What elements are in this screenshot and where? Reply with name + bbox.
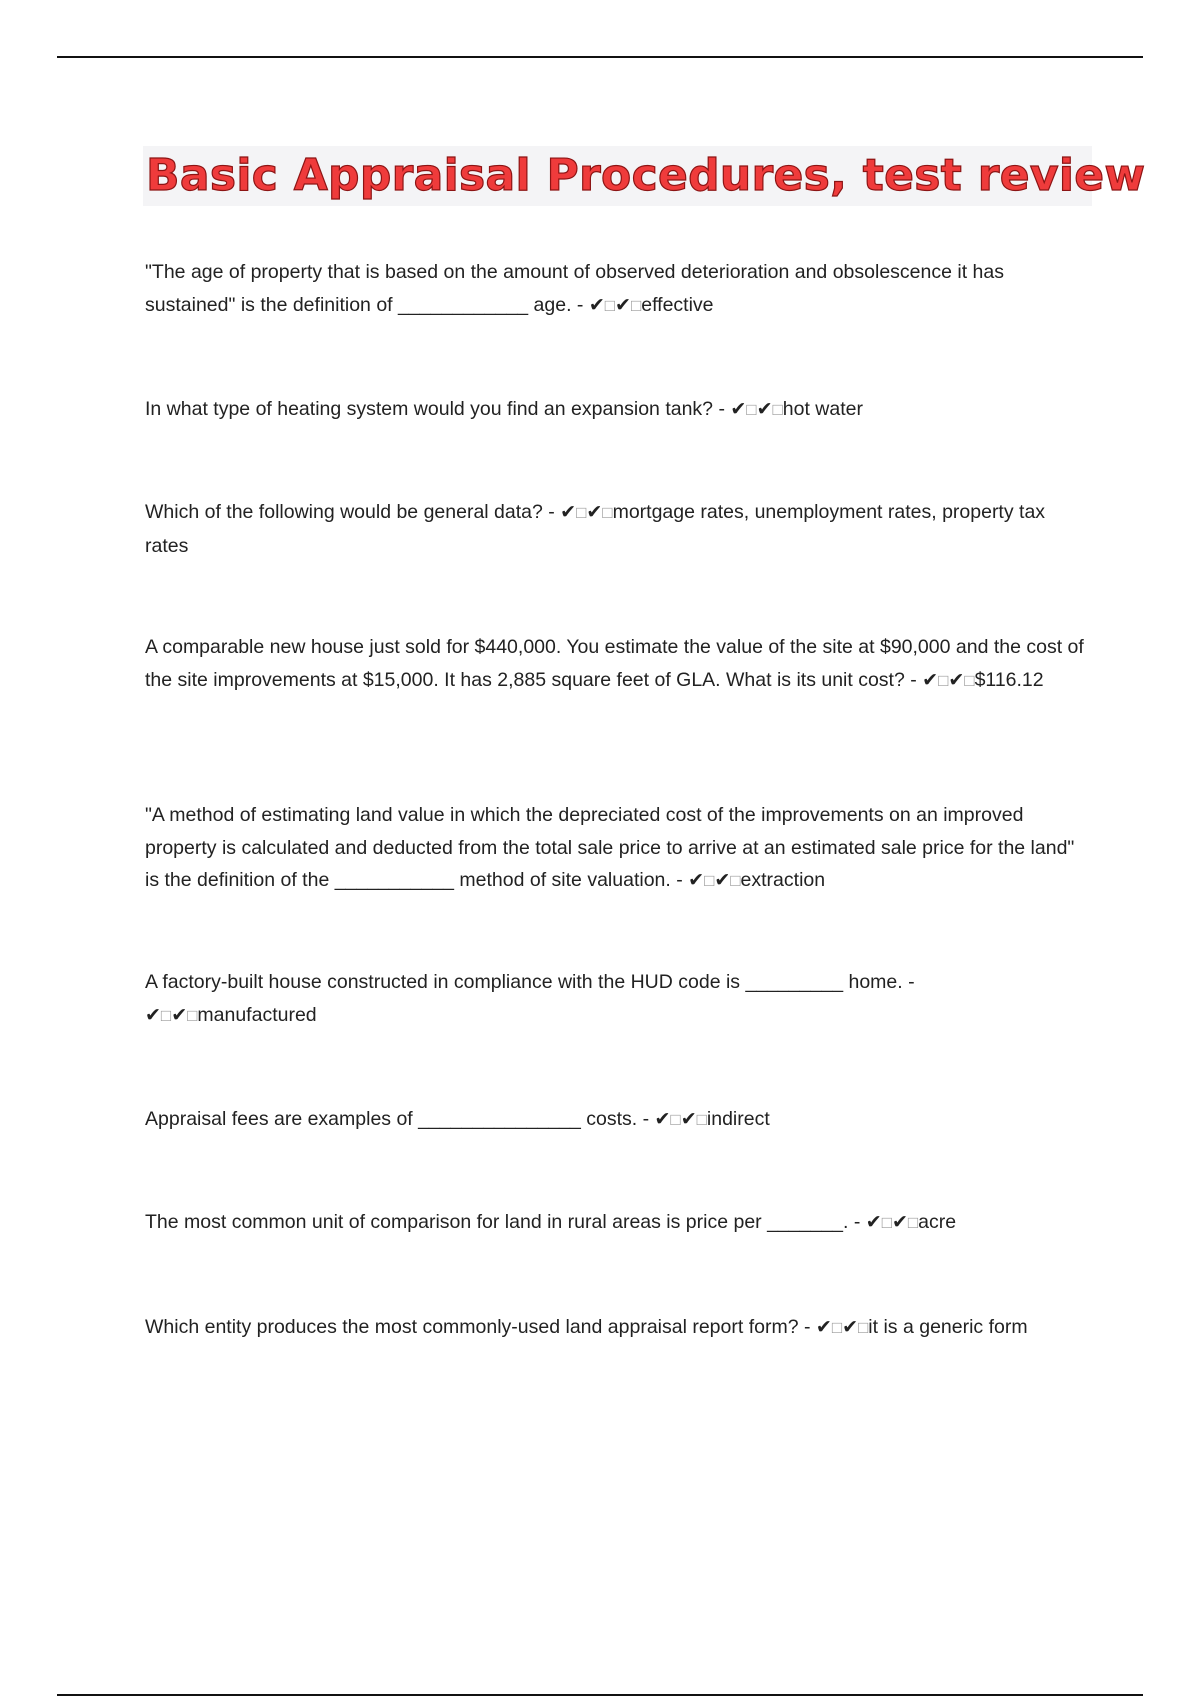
qa-item: [145, 393, 1085, 427]
box-icon: □: [630, 295, 642, 315]
answer-text: extraction: [740, 869, 826, 891]
question-text: "The age of property that is based on the amount of observed deterioration and obsolescence it has sustained" is the definition of ____________ age. -: [145, 261, 1004, 316]
answer-text: indirect: [706, 1108, 770, 1130]
qa-item: [145, 966, 1085, 1032]
question-text: Appraisal fees are examples of _______________ costs. -: [145, 1108, 650, 1130]
question-text: A comparable new house just sold for $440,000. You estimate the value of the site at $90,000 and the cost of the site improvements at $15,000. It has 2,885 square feet of GLA. What is its unit cost? -: [145, 636, 1084, 691]
box-icon: □: [964, 670, 975, 690]
answer-text: manufactured: [197, 1003, 317, 1026]
check-icon: ✔: [922, 669, 939, 691]
box-icon: □: [858, 1318, 869, 1337]
check-icon: ✔: [588, 294, 605, 316]
check-icon: ✔: [586, 502, 603, 523]
box-icon: □: [160, 1005, 172, 1025]
question-text: The most common unit of comparison for land in rural areas is price per _______. -: [145, 1211, 861, 1233]
question-text: Which of the following would be general data? -: [145, 501, 555, 523]
qa-item: [145, 631, 1085, 697]
check-icon: ✔: [560, 502, 577, 523]
answer-text: mortgage rates, unemployment rates, property tax rates: [145, 501, 1046, 557]
question-text: "A method of estimating land value in which the depreciated cost of the improvements on an improved property is calculated and deducted from the total sale price to arrive at an estimated sale price for the land" is the definition of the ___________ method of site valuation. -: [145, 804, 1075, 891]
qa-item: [145, 799, 1085, 898]
box-icon: □: [704, 871, 715, 890]
check-icon: ✔: [865, 1212, 882, 1233]
check-icon: ✔: [654, 1109, 671, 1130]
box-icon: □: [772, 400, 783, 419]
box-icon: □: [670, 1110, 681, 1129]
box-icon: □: [907, 1213, 919, 1232]
top-rule: [57, 56, 1143, 58]
qa-item: [145, 1206, 1085, 1240]
check-icon: ✔: [842, 1317, 859, 1338]
answer-text: effective: [641, 293, 714, 316]
box-icon: □: [602, 503, 613, 522]
check-icon: ✔: [680, 1109, 697, 1130]
check-icon: ✔: [615, 294, 631, 316]
qa-item: [145, 256, 1085, 322]
check-icon: ✔: [891, 1212, 908, 1233]
question-text: Which entity produces the most commonly-used land appraisal report form? -: [145, 1316, 811, 1338]
answer-text: hot water: [782, 398, 863, 420]
box-icon: □: [187, 1005, 198, 1025]
answer-text: $116.12: [974, 668, 1044, 691]
check-icon: ✔: [145, 1004, 161, 1026]
check-icon: ✔: [730, 399, 747, 420]
box-icon: □: [576, 503, 587, 522]
qa-item: [145, 496, 1085, 562]
check-icon: ✔: [171, 1004, 188, 1026]
box-icon: □: [831, 1318, 843, 1337]
box-icon: □: [604, 295, 616, 315]
qa-item: [145, 1103, 1085, 1137]
box-icon: □: [881, 1213, 892, 1232]
qa-item: [145, 1311, 1085, 1345]
box-icon: □: [730, 871, 741, 890]
box-icon: □: [938, 670, 949, 690]
answer-text: it is a generic form: [868, 1316, 1028, 1338]
check-icon: ✔: [714, 870, 731, 891]
check-icon: ✔: [815, 1317, 832, 1338]
check-icon: ✔: [948, 669, 965, 691]
bottom-rule: [57, 1694, 1143, 1696]
answer-text: acre: [918, 1211, 957, 1233]
question-text: A factory-built house constructed in compliance with the HUD code is _________ home. -: [145, 971, 915, 993]
check-icon: ✔: [688, 870, 705, 891]
box-icon: □: [746, 400, 757, 419]
document-title: Basic Appraisal Procedures, test review: [146, 150, 1146, 201]
check-icon: ✔: [756, 399, 773, 420]
question-text: In what type of heating system would you find an expansion tank? -: [145, 398, 725, 420]
box-icon: □: [696, 1110, 707, 1129]
